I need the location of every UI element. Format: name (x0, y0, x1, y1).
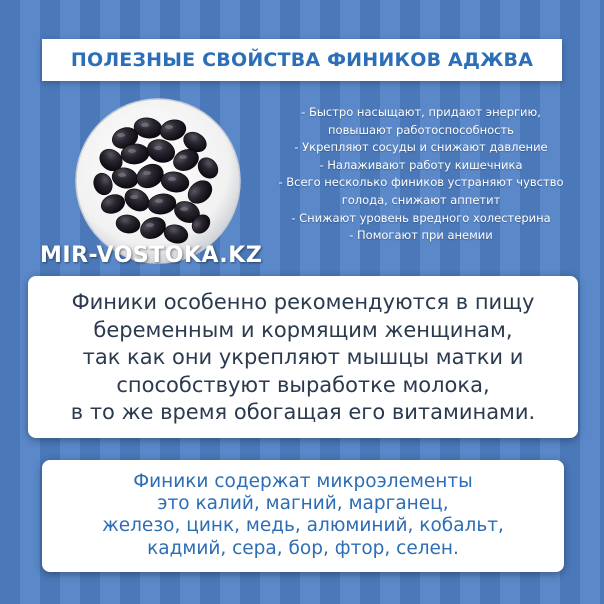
list-item: голода, снижают аппетит (341, 192, 501, 207)
minerals-info-card (42, 460, 564, 572)
text-line: железо, цинк, медь, алюминий, кобальт, (102, 515, 504, 537)
text-line: это калий, магний, марганец, (157, 493, 449, 515)
text-line: кадмий, сера, бор, фтор, селен. (147, 537, 459, 559)
pregnancy-info-text (28, 276, 578, 427)
text-line: Финики содержат микроэлементы (133, 471, 473, 492)
bowl-of-dates-icon (73, 96, 243, 266)
list-item: повышают работоспособность (328, 122, 514, 137)
text-line: беременным и кормящим женщинам, (93, 317, 513, 342)
list-item: - Снижают уровень вредного холестерина (291, 210, 551, 225)
text-line: так как они укрепляют мышцы матки и (82, 345, 524, 369)
page-title: ПОЛЕЗНЫЕ СВОЙСТВА ФИНИКОВ АДЖВА (70, 49, 534, 71)
list-item: - Налаживают работу кишечника (319, 157, 523, 172)
site-watermark: MIR-VOSTOKA.KZ (40, 243, 263, 268)
benefits-list (262, 104, 580, 245)
list-item: - Быстро насыщают, придают энергию, (301, 105, 541, 119)
list-item: - Укрепляют сосуды и снижают давление (294, 140, 548, 155)
text-line: Финики особенно рекомендуются в пищу (71, 290, 535, 314)
minerals-info-text (42, 460, 564, 560)
list-item: - Помогают при анемии (349, 228, 493, 243)
text-line: в то же время обогащая его витаминами. (70, 400, 536, 424)
pregnancy-info-card (28, 276, 578, 438)
text-line: способствуют выработке молока, (116, 372, 490, 397)
title-banner (42, 39, 562, 81)
list-item: - Всего несколько фиников устраняют чувство (278, 175, 564, 190)
